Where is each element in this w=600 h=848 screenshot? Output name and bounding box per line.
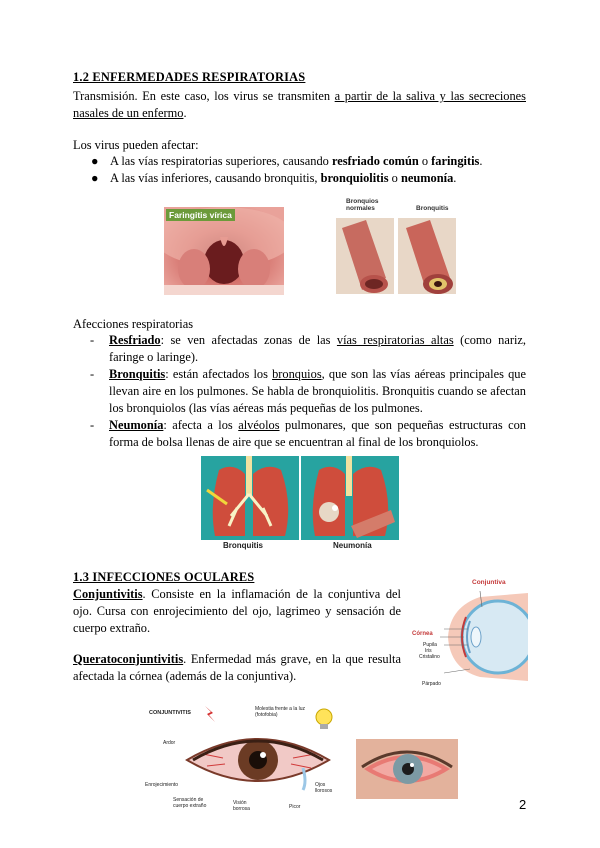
conjuntivitis-diagram (143, 702, 355, 814)
conjuntivitis-diagram-title: CONJUNTIVITIS (149, 710, 191, 716)
afeccion-text: : se ven afectadas zonas de las (160, 333, 337, 347)
queratoconjuntivitis-term: Queratoconjuntivitis (73, 652, 184, 666)
bullet-text: o (388, 171, 401, 185)
afeccion-text: (como nariz, faringe o laringe). (109, 333, 526, 364)
ardor-label: Ardor (163, 740, 176, 746)
transmission-end: . (183, 106, 187, 120)
cristalino-label: Cristalino (419, 654, 440, 660)
bullet-bold: faringitis (431, 154, 480, 168)
light-bulb-icon (311, 706, 337, 732)
bronquitis-image (336, 198, 456, 296)
list-item (91, 153, 530, 170)
afeccion-term: Neumonía (109, 418, 164, 432)
conjuntivitis-paragraph (73, 586, 401, 637)
afeccion-term: Resfriado (109, 333, 161, 347)
red-eye-photo-illustration (356, 739, 458, 799)
bullet-text: A las vías respiratorias superiores, causando (110, 154, 332, 168)
lungs-label-left: Bronquitis (223, 541, 263, 550)
afeccion-text: : afecta a los (163, 418, 239, 432)
red-eye-illustration (183, 724, 333, 794)
afeccion-underlined: bronquios (272, 367, 322, 381)
transmission-text: Transmisión. En este caso, los virus se transmiten (73, 89, 335, 103)
bullet-icon: ● (91, 171, 99, 185)
afeccion-text: , que son las vías aéreas principales que llevan aire en los pulmones. Se habla de bronquiolitis. Bronquitis cuando se afectan los bronquiolos (las vías aéreas más pequeñas de los pulmones. (109, 367, 526, 415)
pain-icon (203, 706, 217, 722)
lungs-image (201, 456, 399, 554)
bullet-bold: bronquiolitis (320, 171, 389, 185)
vision-label: Visión borrosa (233, 800, 250, 812)
bullet-bold: resfriado común (331, 154, 419, 168)
bullet-bold: neumonía (400, 171, 454, 185)
bronquios-normales-label: Bronquios normales (346, 198, 379, 212)
bullet-text: . (453, 171, 457, 185)
bronquitis-label: Bronquitis (416, 205, 449, 212)
red-eye-photo (356, 739, 458, 799)
queratoconjuntivitis-text: . Enfermedad más grave, en la que resulta afectada la córnea (además de la conjuntiva). (73, 652, 401, 683)
page-number: 2 (519, 797, 527, 812)
faringitis-label: Faringitis vírica (166, 209, 235, 221)
enrojecimiento-label: Enrojecimiento (145, 782, 179, 788)
iris-label: Iris (425, 648, 432, 654)
parpado-label: Párpado (422, 681, 441, 687)
bullet-text: o (418, 154, 432, 168)
section-title-oculares: 1.3 INFECCIONES OCULARES (73, 570, 255, 584)
afeccion-text: : están afectados los (165, 367, 273, 381)
sensacion-label: Sensación de cuerpo extraño (173, 797, 207, 809)
virus-list (91, 153, 530, 187)
ojos-llorosos-label: Ojos llorosos (315, 782, 333, 794)
faringitis-image (164, 207, 284, 295)
list-item (90, 332, 526, 366)
queratoconjuntivitis-paragraph (73, 651, 401, 685)
cornea-label: Córnea (412, 631, 433, 637)
afeccion-underlined: vías respiratorias altas (336, 333, 454, 347)
eye-anatomy-diagram (410, 577, 528, 691)
virus-intro: Los virus pueden afectar: (73, 138, 199, 152)
list-item (90, 417, 526, 451)
dash-icon: - (90, 367, 95, 381)
bullet-icon: ● (91, 154, 99, 168)
afeccion-text: pulmonares, que son pequeñas estructuras con forma de bolsa llenas de aire que se encuentran al final de los bronquiolos. (109, 418, 526, 449)
bronchi-illustration (336, 218, 456, 294)
dash-icon: - (90, 333, 95, 347)
afecciones-list (90, 332, 526, 451)
lungs-illustration (201, 456, 399, 540)
conjuntiva-label: Conjuntiva (472, 579, 506, 586)
molestia-label: Molestia frente a la luz (fotofobia) (255, 706, 306, 718)
transmission-underlined: a partir de la saliva y las secreciones nasales de un enfermo (73, 89, 526, 120)
bullet-text: . (479, 154, 483, 168)
list-item (91, 170, 530, 187)
afeccion-term: Bronquitis (109, 367, 166, 381)
pupila-label: Pupila (423, 642, 437, 648)
list-item (90, 366, 526, 417)
lungs-label-right: Neumonía (333, 541, 372, 550)
conjuntivitis-term: Conjuntivitis (73, 587, 143, 601)
bullet-text: A las vías inferiores, causando bronquitis, (110, 171, 321, 185)
afeccion-underlined: alvéolos (238, 418, 280, 432)
section-title-respiratorias: 1.2 ENFERMEDADES RESPIRATORIAS (73, 70, 306, 84)
dash-icon: - (90, 418, 95, 432)
conjuntivitis-text: . Consiste en la inflamación de la conjuntiva del ojo. Cursa con enrojecimiento del ojo, lagrimeo y sensación de cuerpo extraño. (73, 587, 401, 635)
transmission-paragraph (73, 88, 526, 122)
afecciones-title: Afecciones respiratorias (73, 317, 194, 331)
picor-label: Picor (289, 804, 301, 810)
